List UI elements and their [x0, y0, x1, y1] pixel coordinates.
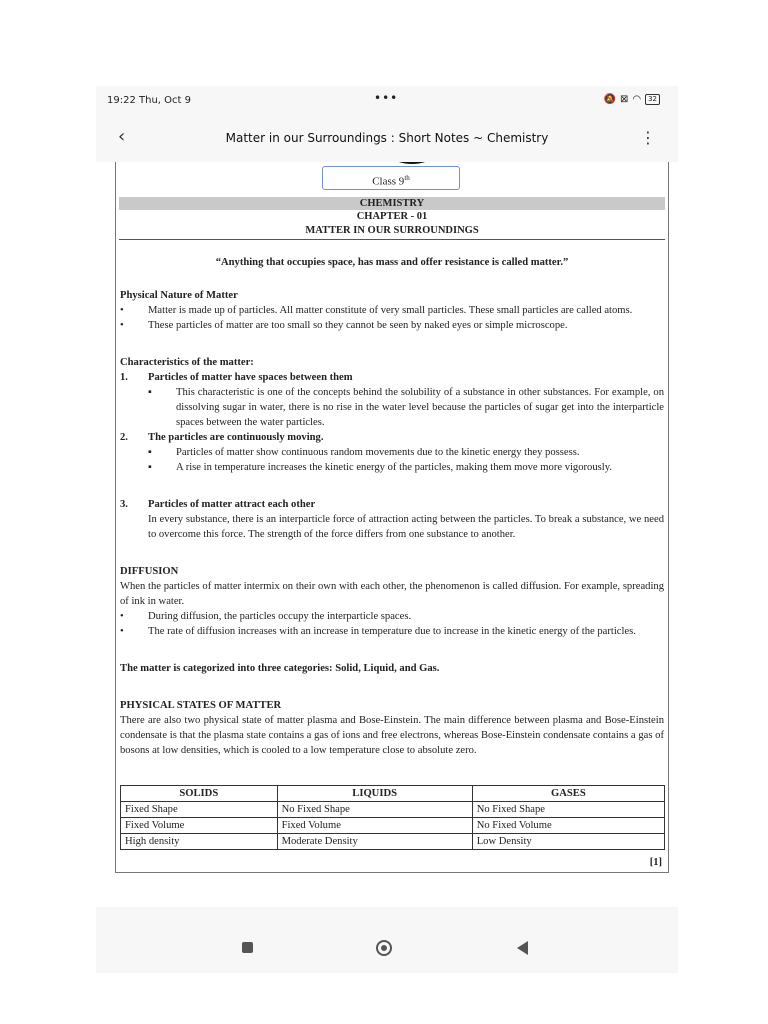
status-bar: [96, 86, 678, 116]
numbered-heading: 1. Particles of matter have spaces between them: [120, 372, 353, 383]
status-icons: [604, 94, 661, 105]
numbered-heading: 2. The particles are continuously moving.: [120, 432, 324, 443]
paragraph: There are also two physical state of matter plasma and Bose-Einstein. The main difference between plasma and Bose-Einstein condensate is that the plasma state contains a gas of ions and free electrons, whereas Bose-Einstein condensate contains a gas of bosons at low densities, which is cooled to a low temperature close to absolute zero.: [120, 715, 664, 756]
document-title: Matter in our Surroundings : Short Notes ~ Chemistry: [225, 131, 549, 145]
page-content: [120, 255, 664, 758]
list-item: • Matter is made up of particles. All matter constitute of very small particles. These small particles are called atoms.: [120, 305, 633, 316]
sim-icon: ⊠: [619, 94, 629, 105]
numbered-heading: 3. Particles of matter attract each other: [120, 499, 316, 510]
battery-icon: 32: [645, 94, 660, 105]
chapter-title: MATTER IN OUR SURROUNDINGS: [305, 225, 479, 236]
list-item: • The rate of diffusion increases with an increase in temperature due to increase in the kinetic energy of the particles.: [120, 626, 636, 637]
list-item: • These particles of matter are too small so they cannot be seen by naked eyes or simple microscope.: [120, 320, 568, 331]
pdf-viewer[interactable]: [96, 162, 678, 907]
section-heading: PHYSICAL STATES OF MATTER: [120, 700, 282, 711]
home-icon[interactable]: [376, 940, 392, 956]
wifi-icon: ◠: [632, 94, 642, 105]
mute-icon: 🔕: [603, 94, 616, 105]
divider: [119, 239, 665, 240]
table-row: Fixed Shape No Fixed Shape No Fixed Shape: [121, 802, 665, 818]
section-heading: Physical Nature of Matter: [120, 290, 238, 301]
more-dots-icon[interactable]: •••: [374, 91, 399, 105]
app-bar: [96, 116, 678, 162]
list-item: ▪ This characteristic is one of the concepts behind the solubility of a substance in other substances. For example, on dissolving sugar in water, there is no rise in the water level because the particles of sugar get into the interparticle spaces between the water particles.: [148, 387, 664, 428]
list-item: • During diffusion, the particles occupy the interparticle spaces.: [120, 611, 412, 622]
chapter-number: CHAPTER - 01: [356, 211, 428, 222]
back-arrow-icon[interactable]: ‹: [118, 126, 126, 147]
overflow-menu-icon[interactable]: ⋮: [640, 128, 656, 147]
table-row: High density Moderate Density Low Density: [121, 834, 665, 850]
list-item: ▪ A rise in temperature increases the kinetic energy of the particles, making them move more vigorously.: [148, 462, 612, 473]
paragraph: When the particles of matter intermix on their own with each other, the phenomenon is called diffusion. For example, spreading of ink in water.: [120, 581, 664, 607]
section-heading: DIFFUSION: [120, 566, 179, 577]
table-row: Fixed Volume Fixed Volume No Fixed Volume: [121, 818, 665, 834]
states-table: [120, 785, 665, 850]
section-heading: Characteristics of the matter:: [120, 357, 254, 368]
page-number: [1]: [649, 857, 662, 868]
pdf-page-1: [115, 162, 669, 873]
definition-quote: “Anything that occupies space, has mass and offer resistance is called matter.”: [215, 257, 569, 268]
back-triangle-icon[interactable]: [517, 941, 528, 955]
subject-banner: CHEMISTRY: [119, 197, 665, 210]
logo-icon: [394, 162, 430, 164]
tablet-screen: [96, 86, 678, 973]
list-item: ▪ Particles of matter show continuous random movements due to the kinetic energy they possess.: [148, 447, 580, 458]
paragraph: In every substance, there is an interparticle force of attraction acting between the particles. To break a substance, we need to overcome this force. The strength of the force differs from one substance to another.: [148, 514, 664, 540]
navigation-bar: [96, 928, 678, 968]
class-badge: Class 9th: [322, 166, 460, 190]
categories-statement: The matter is categorized into three categories: Solid, Liquid, and Gas.: [120, 663, 440, 674]
table-header-row: SOLIDS LIQUIDS GASES: [121, 786, 665, 802]
recents-icon[interactable]: [242, 942, 253, 953]
status-time: 19:22 Thu, Oct 9: [107, 95, 191, 106]
